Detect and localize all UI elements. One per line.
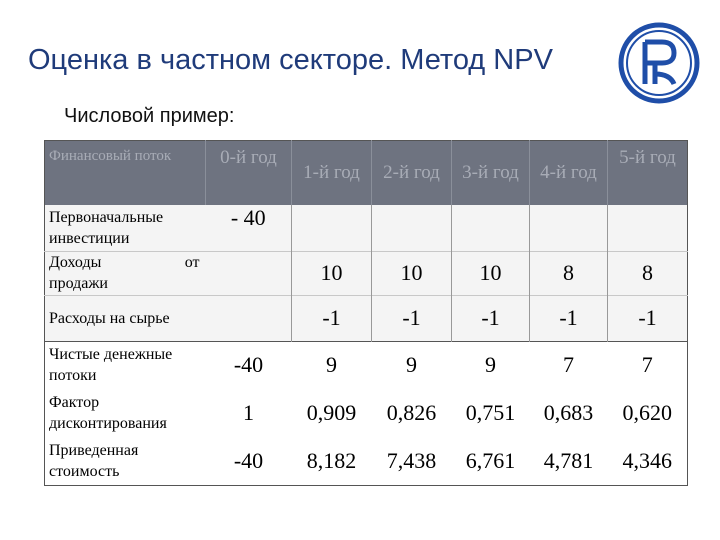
table-cell xyxy=(530,205,608,251)
table-header-row xyxy=(45,141,688,206)
table-cell: 9 xyxy=(372,341,452,389)
row-label: Расходы на сырье xyxy=(45,295,206,341)
table-cell: 0,826 xyxy=(372,389,452,437)
table-cell: 7 xyxy=(530,341,608,389)
slide-subtitle: Числовой пример: xyxy=(64,105,235,127)
header-cell: 0-й год xyxy=(206,141,292,206)
table-cell xyxy=(452,205,530,251)
row-label: Приведенная стоимость xyxy=(45,437,206,485)
row-label: Фактор дисконтирования xyxy=(45,389,206,437)
hse-logo-icon xyxy=(618,22,700,104)
table-cell: 4,781 xyxy=(530,437,608,485)
table-cell: 10 xyxy=(372,251,452,295)
header-cell: 2-й год xyxy=(372,141,452,206)
table-cell xyxy=(372,205,452,251)
table-cell: 8,182 xyxy=(292,437,372,485)
table-row xyxy=(45,251,688,295)
table-cell: -40 xyxy=(206,437,292,485)
table-cell: 7 xyxy=(608,341,688,389)
row-label: Первоначальные инвестиции xyxy=(45,205,206,251)
table-cell: 9 xyxy=(292,341,372,389)
table-row xyxy=(45,437,688,485)
table-cell: 1 xyxy=(206,389,292,437)
table-cell: -1 xyxy=(372,295,452,341)
table-cell: 0,751 xyxy=(452,389,530,437)
header-cell: 5-й год xyxy=(608,141,688,206)
table-cell: -40 xyxy=(206,341,292,389)
row-label xyxy=(45,251,206,295)
slide-title: Оценка в частном секторе. Метод NPV xyxy=(28,44,553,76)
header-cell: 1-й год xyxy=(292,141,372,206)
table-cell: 10 xyxy=(292,251,372,295)
table-cell: 10 xyxy=(452,251,530,295)
table-cell: -1 xyxy=(292,295,372,341)
header-cell: Финансовый поток xyxy=(45,141,206,206)
row-label-part: Доходы xyxy=(49,254,102,271)
table-cell: 0,683 xyxy=(530,389,608,437)
table-cell: 7,438 xyxy=(372,437,452,485)
table-row xyxy=(45,341,688,389)
table-cell: 0,909 xyxy=(292,389,372,437)
header-cell: 4-й год xyxy=(530,141,608,206)
table-row xyxy=(45,389,688,437)
table-cell: 9 xyxy=(452,341,530,389)
table-cell xyxy=(206,295,292,341)
table-cell: 8 xyxy=(530,251,608,295)
table-cell xyxy=(292,205,372,251)
table-cell xyxy=(206,251,292,295)
table-cell: - 40 xyxy=(206,205,292,251)
header-cell: 3-й год xyxy=(452,141,530,206)
npv-table xyxy=(44,140,688,486)
table-cell: -1 xyxy=(452,295,530,341)
table-cell: 6,761 xyxy=(452,437,530,485)
table-cell: 4,346 xyxy=(608,437,688,485)
table-cell: -1 xyxy=(530,295,608,341)
row-label-part: продажи xyxy=(49,275,108,292)
table-cell: -1 xyxy=(608,295,688,341)
table-cell: 8 xyxy=(608,251,688,295)
row-label: Чистые денежные потоки xyxy=(45,341,206,389)
table-row xyxy=(45,205,688,251)
table-cell: 0,620 xyxy=(608,389,688,437)
table-row xyxy=(45,295,688,341)
table-cell xyxy=(608,205,688,251)
row-label-part: от xyxy=(184,254,200,271)
